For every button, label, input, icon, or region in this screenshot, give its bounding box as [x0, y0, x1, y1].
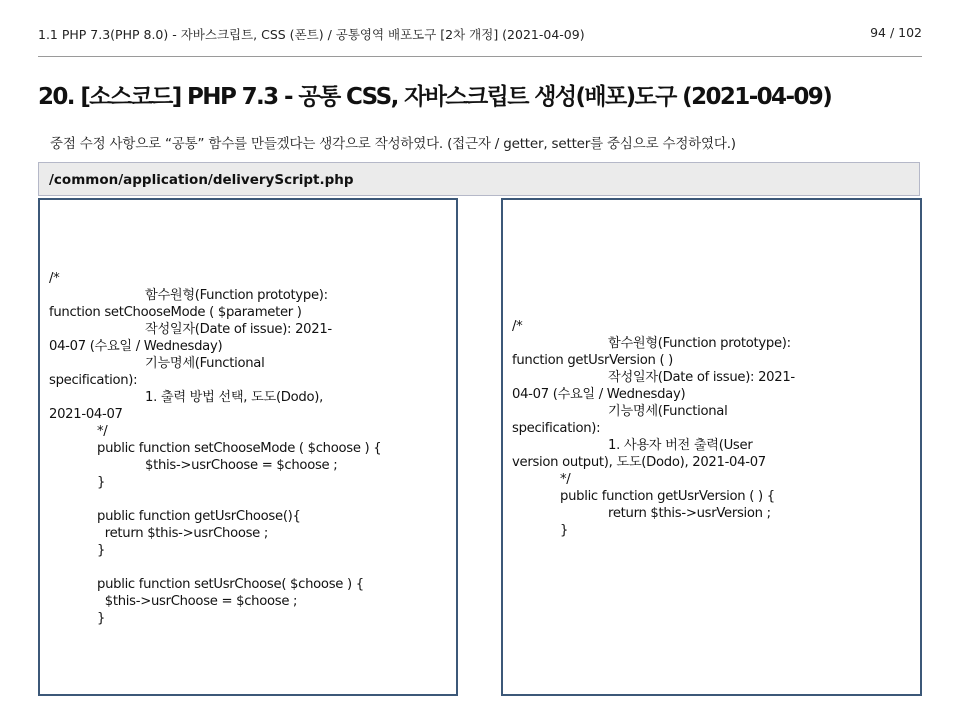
code-line: public function getUsrVersion ( ) { [560, 489, 775, 504]
document-header: 1.1 PHP 7.3(PHP 8.0) - 자바스크립트, CSS (폰트) / 공통영역 배포도구 [2차 개정] (2021-04-09) [38, 27, 585, 42]
code-line [49, 559, 446, 576]
code-line: */ [97, 424, 108, 439]
code-line: 함수원형(Function prototype): [608, 336, 791, 351]
code-panel-left [38, 198, 458, 696]
code-line: $this->usrChoose = $choose ; [145, 458, 338, 473]
code-line: specification): [512, 421, 601, 436]
file-path: /common/application/deliveryScript.php [49, 172, 354, 188]
code-line: 작성일자(Date of issue): 2021- [145, 322, 332, 337]
code-line: specification): [49, 373, 138, 388]
code-line: } [97, 543, 106, 558]
code-line: */ [560, 472, 571, 487]
code-line: 작성일자(Date of issue): 2021- [608, 370, 795, 385]
code-line: return $this->usrChoose ; [97, 526, 269, 541]
page-title: 20. [소스코드] PHP 7.3 - 공통 CSS, 자바스크립트 생성(배포)도구 (2021-04-09) [38, 84, 832, 110]
code-line: public function setUsrChoose( $choose ) { [97, 577, 364, 592]
code-line [49, 491, 446, 508]
code-line: version output), 도도(Dodo), 2021-04-07 [512, 455, 766, 470]
code-line: 1. 사용자 버전 출력(User [608, 438, 753, 453]
code-line: /* [512, 319, 523, 334]
code-block-right [512, 318, 910, 539]
code-line: public function getUsrChoose(){ [97, 509, 301, 524]
code-block-left [49, 270, 446, 627]
code-line: } [97, 611, 106, 626]
header-divider [38, 56, 922, 57]
code-line: $this->usrChoose = $choose ; [97, 594, 298, 609]
code-line: public function setChooseMode ( $choose ) { [97, 441, 382, 456]
code-line: } [97, 475, 106, 490]
code-line: 04-07 (수요일 / Wednesday) [49, 339, 223, 354]
code-line: /* [49, 271, 60, 286]
code-line: 1. 출력 방법 선택, 도도(Dodo), [145, 390, 323, 405]
description-text: 중점 수정 사항으로 “공통” 함수를 만들겠다는 생각으로 작성하였다. (접근자 / getter, setter를 중심으로 수정하였다.) [50, 136, 736, 152]
code-line: 함수원형(Function prototype): [145, 288, 328, 303]
code-panel-right [501, 198, 922, 696]
code-line: return $this->usrVersion ; [608, 506, 771, 521]
code-line: 2021-04-07 [49, 407, 123, 422]
code-line: function getUsrVersion ( ) [512, 353, 674, 368]
code-line: } [560, 523, 569, 538]
code-line: 기능명세(Functional [608, 404, 728, 419]
code-line: function setChooseMode ( $parameter ) [49, 305, 302, 320]
file-path-bar [38, 162, 920, 196]
page-number: 94 / 102 [870, 25, 922, 40]
code-line: 기능명세(Functional [145, 356, 265, 371]
code-line: 04-07 (수요일 / Wednesday) [512, 387, 686, 402]
